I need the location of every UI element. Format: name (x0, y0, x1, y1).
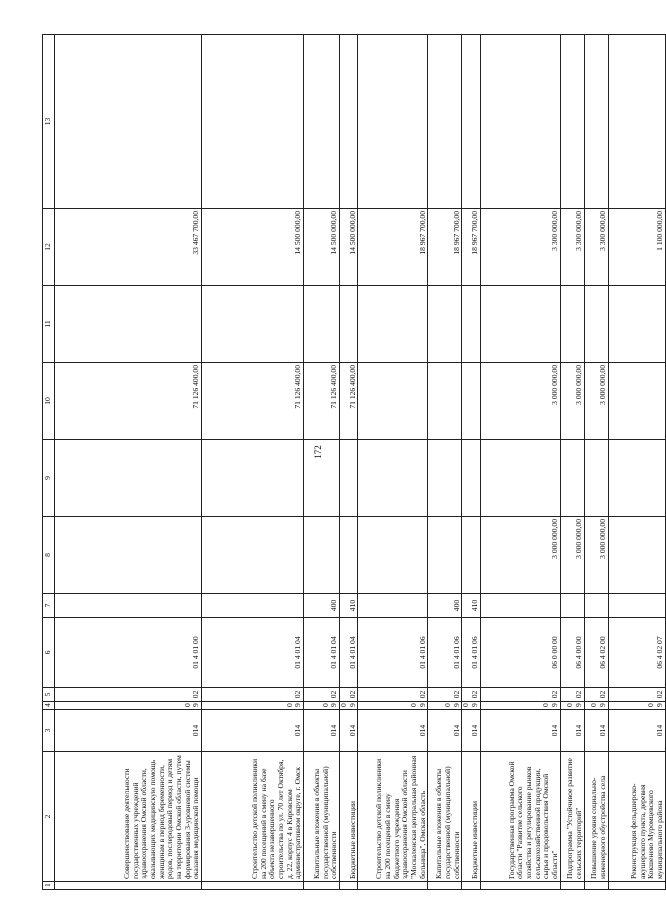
expense-type-code (608, 594, 665, 618)
amount-col-8: 3 000 000,00 (480, 517, 560, 594)
amount-col-9 (462, 440, 480, 517)
amount-col-13 (202, 35, 304, 209)
target-article-code: 01 4 01 06 (428, 618, 462, 688)
table-row (560, 35, 584, 890)
grbs-code: 014 (608, 710, 665, 752)
target-article-code: 01 4 01 00 (55, 618, 202, 688)
expense-type-code (202, 594, 304, 618)
target-article-code: 01 4 01 04 (340, 618, 358, 688)
table-row (55, 35, 202, 890)
column-number: 11 (43, 286, 55, 363)
column-number: 4 (43, 702, 55, 710)
amount-col-9 (560, 440, 584, 517)
grbs-code: 014 (428, 710, 462, 752)
subsection-code: 02 (584, 688, 608, 702)
subsection-code: 02 (202, 688, 304, 702)
column-number: 3 (43, 710, 55, 752)
target-article-code: 06 4 02 07 (608, 618, 665, 688)
amount-col-8 (304, 517, 340, 594)
expense-type-code (560, 594, 584, 618)
amount-col-8 (340, 517, 358, 594)
amount-col-11 (480, 286, 560, 363)
column-number: 10 (43, 363, 55, 440)
section-code: 09 (202, 702, 304, 710)
target-article-code: 01 4 01 06 (358, 618, 428, 688)
amount-col-11 (560, 286, 584, 363)
section-code: 09 (304, 702, 340, 710)
amount-col-10 (428, 363, 462, 440)
amount-col-10 (608, 363, 665, 440)
rotated-table-wrapper (42, 35, 664, 890)
amount-col-11 (202, 286, 304, 363)
expense-type-code (358, 594, 428, 618)
amount-col-10: 71 126 400,00 (202, 363, 304, 440)
grbs-code: 014 (55, 710, 202, 752)
table-row (428, 35, 462, 890)
row-name: Государственная программа Омской области "Развитие сельского хозяйства и регулирование рынков сельскохозяйственной продукции, сырья и продовольствия Омской области" (480, 752, 560, 882)
section-code: 09 (584, 702, 608, 710)
amount-col-13 (340, 35, 358, 209)
row-name: Совершенствование деятельности государственных учреждений здравоохранения Омской области, оказывающих медицинскую помощь женщинам в период беременности, родов, послеродовый период и детям на территории Омской области, путем формирования 3-уровневой системы оказания медицинской помощи (55, 752, 202, 882)
amount-col-8 (202, 517, 304, 594)
expense-type-code: 400 (428, 594, 462, 618)
amount-col-9 (202, 440, 304, 517)
grbs-code: 014 (560, 710, 584, 752)
row-name: Строительство детской поликлиники на 200 посещений в смену бюджетного учреждения здравоохранения Омской области "Москаленская центральная районная больница", Омская область (358, 752, 428, 882)
target-article-code: 01 4 01 04 (304, 618, 340, 688)
amount-col-13 (304, 35, 340, 209)
subsection-code: 02 (340, 688, 358, 702)
subsection-code: 02 (358, 688, 428, 702)
amount-col-10: 71 126 400,00 (340, 363, 358, 440)
column-number: 12 (43, 209, 55, 286)
amount-col-10: 3 000 000,00 (480, 363, 560, 440)
expense-type-code: 410 (462, 594, 480, 618)
table-row (584, 35, 608, 890)
section-code: 09 (55, 702, 202, 710)
target-article-code: 06 4 02 00 (584, 618, 608, 688)
target-article-code: 06 4 00 00 (560, 618, 584, 688)
amount-col-13 (480, 35, 560, 209)
amount-col-12: 18 967 700,00 (358, 209, 428, 286)
column-number: 7 (43, 594, 55, 618)
subsection-code: 02 (304, 688, 340, 702)
grbs-code: 014 (304, 710, 340, 752)
amount-col-11 (428, 286, 462, 363)
table-row (358, 35, 428, 890)
grbs-code: 014 (358, 710, 428, 752)
table-row (462, 35, 480, 890)
row-name: Реконструкция фельдшерско-акушерского пункта, деревня Кокшенево Муромцевского муниципального района (608, 752, 665, 882)
expense-type-code: 410 (340, 594, 358, 618)
amount-col-10: 71 126 400,00 (55, 363, 202, 440)
amount-col-9 (358, 440, 428, 517)
amount-col-9 (55, 440, 202, 517)
amount-col-8 (55, 517, 202, 594)
amount-col-8: 3 000 000,00 (560, 517, 584, 594)
section-code: 09 (462, 702, 480, 710)
amount-col-12: 3 300 000,00 (480, 209, 560, 286)
table-row (480, 35, 560, 890)
amount-col-13 (55, 35, 202, 209)
grbs-code: 014 (480, 710, 560, 752)
amount-col-11 (462, 286, 480, 363)
amount-col-13 (584, 35, 608, 209)
section-code: 09 (480, 702, 560, 710)
subsection-code: 02 (462, 688, 480, 702)
target-article-code: 06 0 00 00 (480, 618, 560, 688)
grbs-code: 014 (202, 710, 304, 752)
column-number: 1 (43, 882, 55, 890)
amount-col-9 (304, 440, 340, 517)
column-number: 5 (43, 688, 55, 702)
subsection-code: 02 (560, 688, 584, 702)
amount-col-13 (560, 35, 584, 209)
section-code: 09 (428, 702, 462, 710)
grbs-code: 014 (462, 710, 480, 752)
column-number: 13 (43, 35, 55, 209)
row-name: Повышение уровня социально-инженерного обустройства села (584, 752, 608, 882)
grbs-code: 014 (340, 710, 358, 752)
amount-col-8 (608, 517, 665, 594)
section-code: 09 (608, 702, 665, 710)
amount-col-10: 3 000 000,00 (560, 363, 584, 440)
amount-col-11 (55, 286, 202, 363)
column-number: 6 (43, 618, 55, 688)
amount-col-10: 3 000 000,00 (584, 363, 608, 440)
amount-col-9 (584, 440, 608, 517)
grbs-code: 014 (584, 710, 608, 752)
amount-col-12: 14 500 000,00 (202, 209, 304, 286)
amount-col-8 (428, 517, 462, 594)
row-name: Бюджетные инвестиции (462, 752, 480, 882)
amount-col-11 (358, 286, 428, 363)
amount-col-9 (608, 440, 665, 517)
amount-col-12: 3 300 000,00 (584, 209, 608, 286)
column-number: 8 (43, 517, 55, 594)
subsection-code: 02 (55, 688, 202, 702)
row-name: Капитальные вложения в объекты государственной (муниципальной) собственности (304, 752, 340, 882)
amount-col-8 (462, 517, 480, 594)
subsection-code: 02 (428, 688, 462, 702)
row-name: Капитальные вложения в объекты государственной (муниципальной) собственности (428, 752, 462, 882)
budget-table (42, 34, 666, 890)
amount-col-12: 14 500 000,00 (304, 209, 340, 286)
amount-col-11 (608, 286, 665, 363)
table-row (202, 35, 304, 890)
amount-col-13 (608, 35, 665, 209)
table-row (304, 35, 340, 890)
expense-type-code (584, 594, 608, 618)
amount-col-9 (428, 440, 462, 517)
amount-col-9 (340, 440, 358, 517)
amount-col-11 (584, 286, 608, 363)
table-row (608, 35, 665, 890)
amount-col-12: 3 300 000,00 (560, 209, 584, 286)
section-code: 09 (560, 702, 584, 710)
amount-col-11 (304, 286, 340, 363)
amount-col-13 (462, 35, 480, 209)
expense-type-code (55, 594, 202, 618)
amount-col-8 (358, 517, 428, 594)
subsection-code: 02 (480, 688, 560, 702)
amount-col-10 (358, 363, 428, 440)
amount-col-10: 71 126 400,00 (304, 363, 340, 440)
amount-col-12: 18 967 700,00 (462, 209, 480, 286)
subsection-code: 02 (608, 688, 665, 702)
amount-col-13 (428, 35, 462, 209)
amount-col-12: 18 967 700,00 (428, 209, 462, 286)
row-name: Строительство детской поликлиники на 200 посещений в смену на базе объекта незавершенного строительства по ул. 70 лет Октября, д. 22, корпус 4 в Кировском административном округе, г. Омск (202, 752, 304, 882)
amount-col-11 (340, 286, 358, 363)
target-article-code: 01 4 01 04 (202, 618, 304, 688)
column-number: 2 (43, 752, 55, 882)
section-code: 09 (340, 702, 358, 710)
column-number-row (43, 35, 55, 890)
expense-type-code (480, 594, 560, 618)
amount-col-13 (358, 35, 428, 209)
table-row (340, 35, 358, 890)
amount-col-12: 33 467 700,00 (55, 209, 202, 286)
amount-col-12: 14 500 000,00 (340, 209, 358, 286)
expense-type-code: 400 (304, 594, 340, 618)
target-article-code: 01 4 01 06 (462, 618, 480, 688)
column-number: 9 (43, 440, 55, 517)
row-name: Бюджетные инвестиции (340, 752, 358, 882)
amount-col-9 (480, 440, 560, 517)
page-number: 172 (313, 445, 323, 459)
amount-col-10 (462, 363, 480, 440)
amount-col-8: 3 000 000,00 (584, 517, 608, 594)
amount-col-12: 1 100 000,00 (608, 209, 665, 286)
row-name: Подпрограмма "Устойчивое развитие сельских территорий" (560, 752, 584, 882)
section-code: 09 (358, 702, 428, 710)
